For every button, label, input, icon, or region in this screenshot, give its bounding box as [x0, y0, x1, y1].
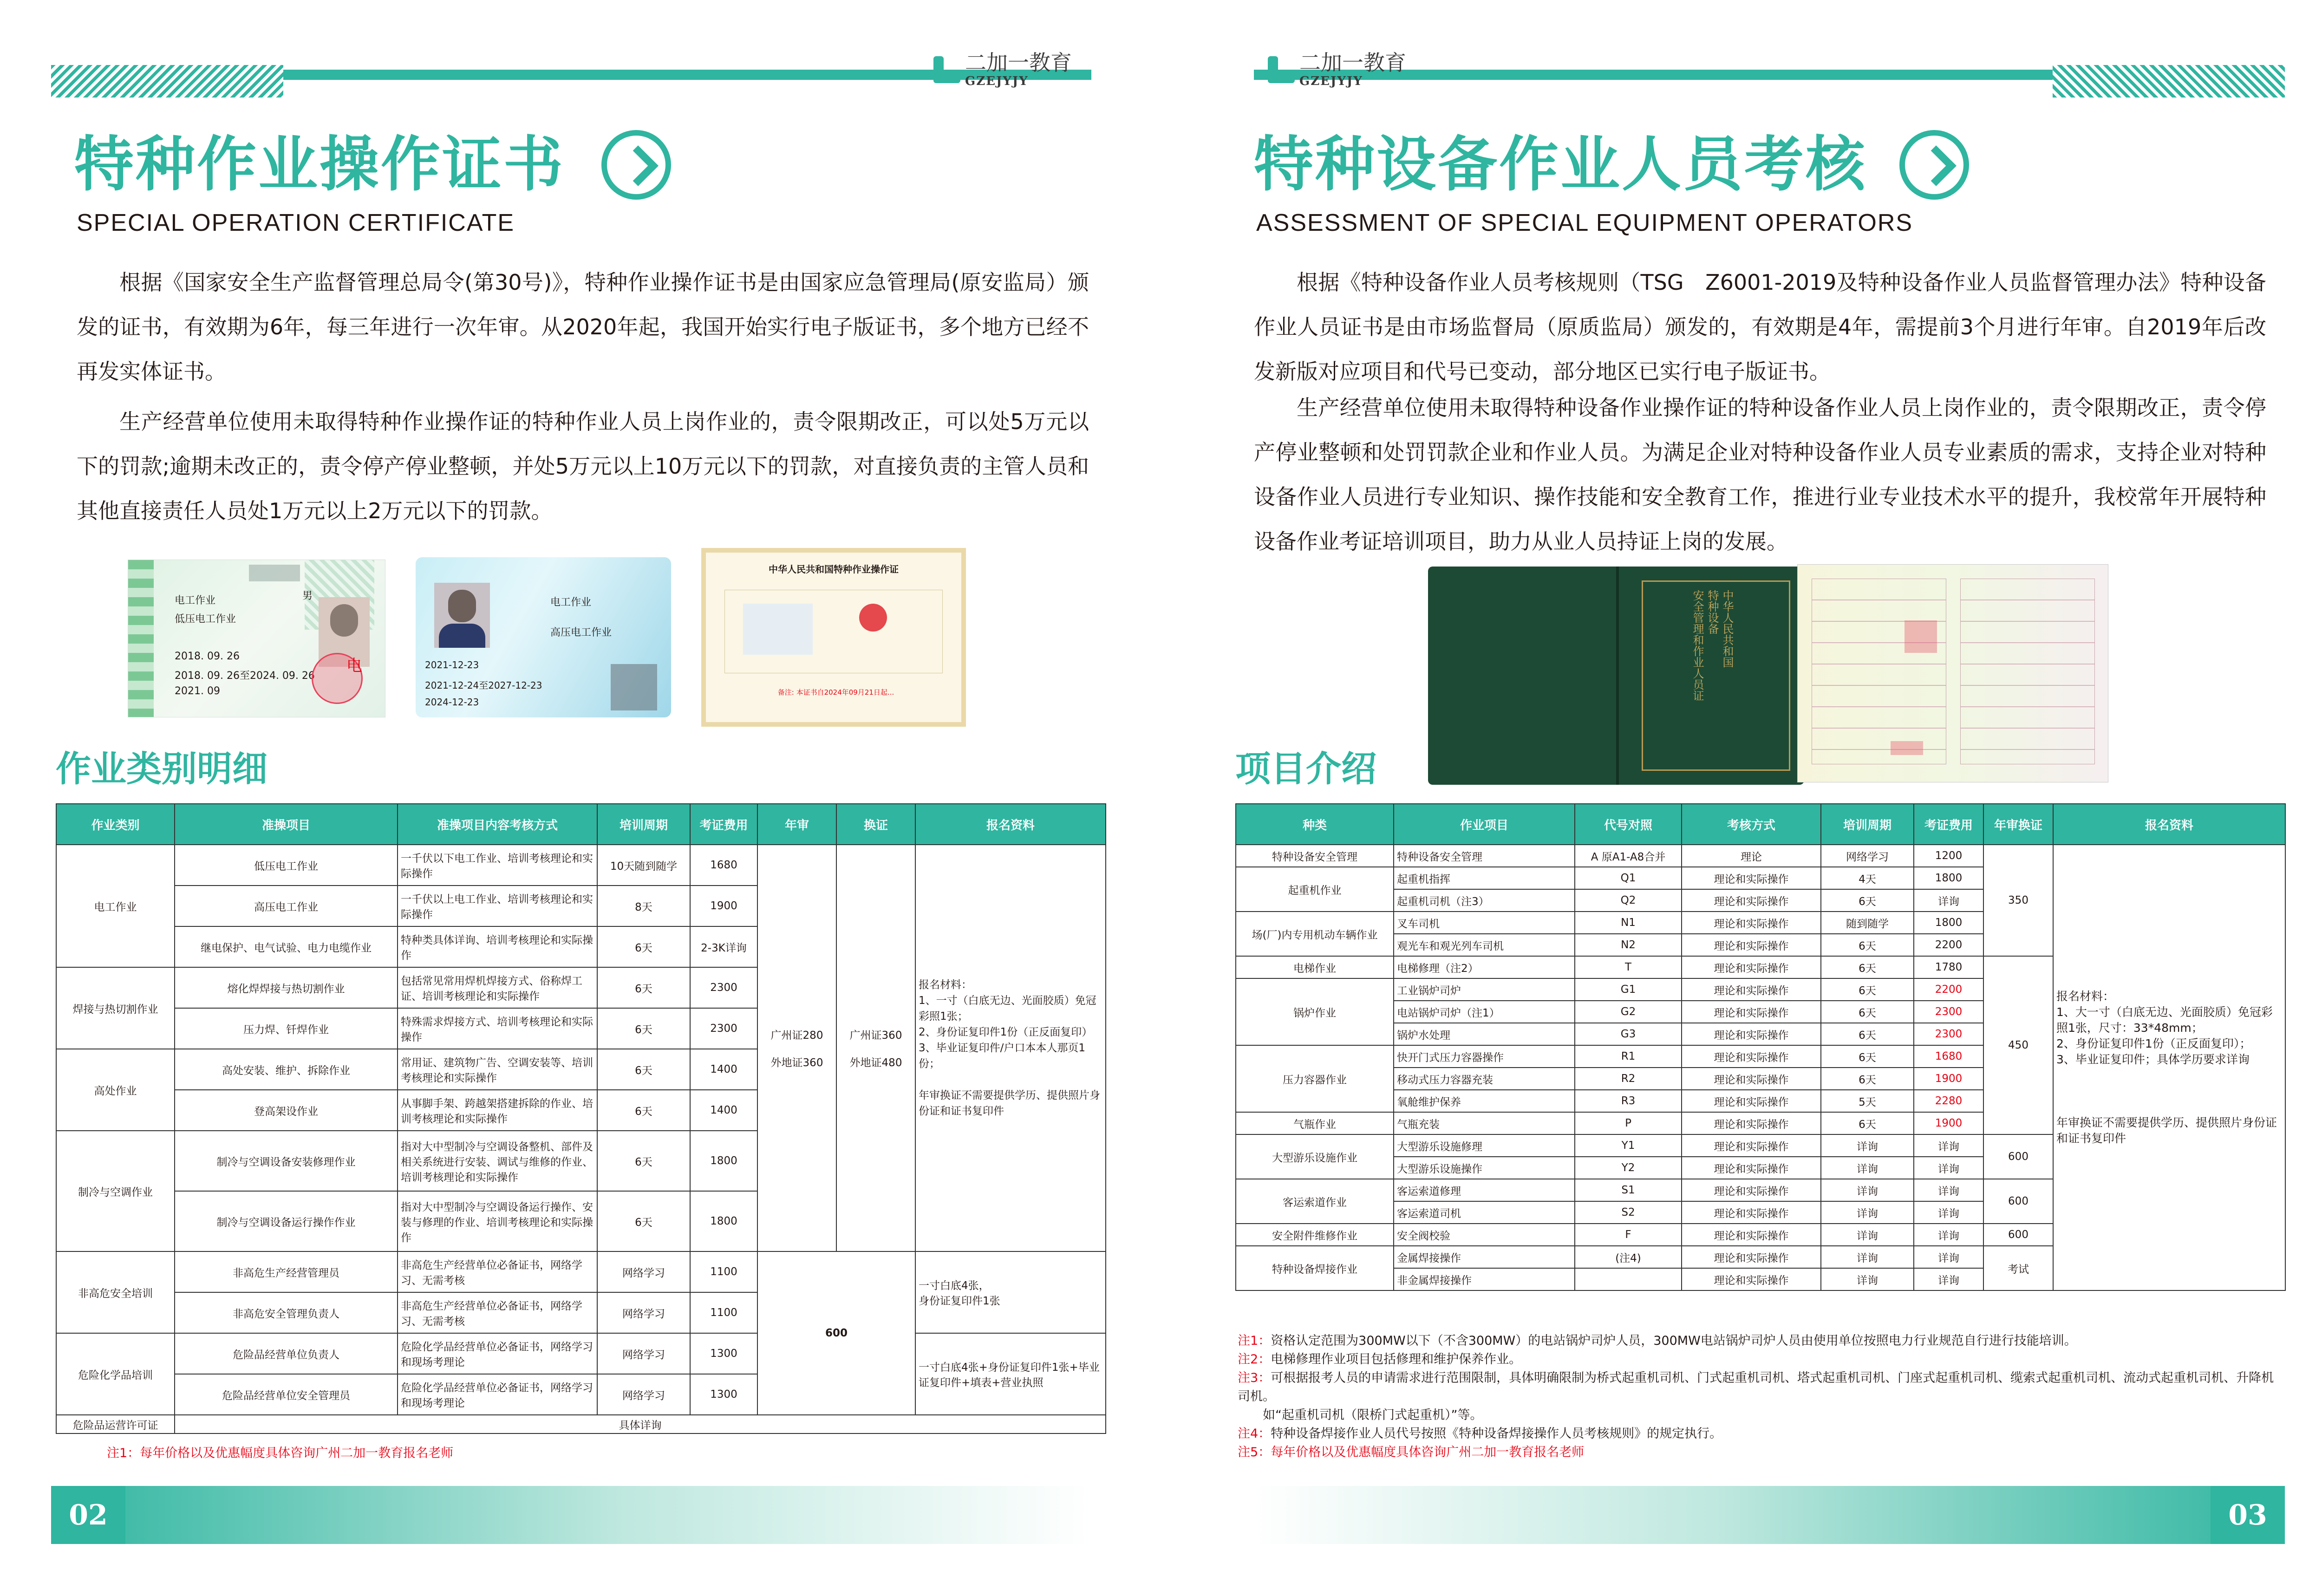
left-table-header [56, 804, 1106, 845]
left-page-number: 02 [51, 1486, 125, 1544]
table-row: 观光车和观光列车司机 N2 理论和实际操作 6天 2200 [1236, 934, 2285, 956]
table-row: 制冷与空调设备运行操作作业 指对大中型制冷与空调设备运行操作、安装与修理的作业、培训考核理论和实际操作 6天 1800 [56, 1191, 1106, 1251]
table-row: 大型游乐设施作业 大型游乐设施修理 Y1 理论和实际操作 详询 详询 600 [1236, 1134, 2285, 1157]
cert2-date1: 2021-12-23 [425, 659, 479, 671]
table-row: 移动式压力容器充装 R2 理论和实际操作 6天 1900 [1236, 1068, 2285, 1090]
cert1-gender: 男 [302, 590, 313, 602]
th-item: 准操项目 [175, 804, 398, 845]
cert1-line2: 低压电工作业 [175, 613, 236, 625]
table-row: 高处作业 高处安装、维护、拆除作业 常用证、建筑物广告、空调安装等、培训考核理论和实际操作 6天 1400 [56, 1049, 1106, 1090]
note-3: 注3：可根据报考人员的申请需求进行范围限制，具体明确限制为桥式起重机司机、门式起重机司机、塔式起重机司机、门座式起重机司机、缆索式起重机司机、流动式起重机司机、升降机司机。 如“起重机司机（限桥门式起重机）”等。 [1238, 1371, 2274, 1422]
record-pages-image [1797, 564, 2108, 782]
right-materials-cell: 报名材料： 1、大一寸（白底无边、光面胶质）免冠彩照1张，尺寸：33*48mm； 2、身份证复印件1份（正反面复印）； 3、毕业证复印件；具体学历要求详询 年审换证不需要提供学历、提供照片身份证和证书复印件 [2053, 845, 2285, 1290]
cert2-line2: 高压电工作业 [550, 627, 612, 638]
cert1-date1: 2018. 09. 26 [175, 651, 240, 662]
note-1: 注1：资格认定范围为300MW以下（不含300MW）的电站锅炉司炉人员，300MW电站锅炉司炉人员由使用单位按照电力行业规范自行进行技能培训。 [1238, 1334, 2077, 1348]
table-row: 非金属焊接操作 理论和实际操作 详询 详询 [1236, 1268, 2285, 1290]
note-4: 注4：特种设备焊接作业人员代号按照《特种设备焊接操作人员考核规则》的规定执行。 [1238, 1427, 1722, 1441]
table-row: 继电保护、电气试验、电力电缆作业 特种类具体详询、培训考核理论和实际操作 6天 2-3K详询 [56, 926, 1106, 967]
table-row: 高压电工作业 一千伏以上电工作业、培训考核理论和实际操作 8天 1900 [56, 886, 1106, 926]
table-row: 氧舱维护保养 R3 理论和实际操作 5天 2280 [1236, 1090, 2285, 1112]
th-desc: 准操项目内容考核方式 [398, 804, 597, 845]
cert3-title: 中华人民共和国特种作业操作证 [769, 564, 899, 575]
right-title-arrow-icon [1899, 130, 1969, 200]
left-section-title: 作业类别明细 [56, 748, 267, 789]
renew-cell: 广州证360 外地证480 [836, 845, 915, 1251]
th-annual: 年审 [757, 804, 836, 845]
rth-cat: 种类 [1236, 804, 1394, 845]
left-logo [933, 51, 1072, 88]
table-row: 大型游乐设施操作 Y2 理论和实际操作 详询 详询 [1236, 1157, 2285, 1179]
table-row: 压力容器作业 快开门式压力容器操作 R1 理论和实际操作 6天 1680 [1236, 1045, 2285, 1068]
right-header-stripes [2053, 65, 2285, 98]
cert2-photo [434, 583, 490, 648]
right-para-1: 根据《特种设备作业人员考核规则（TSG Z6001-2019及特种设备作业人员监督管理办法》特种设备作业人员证书是由市场监督局（原质监局）颁发的，有效期是4年，需提前3个月进行年审。自2019年后改发新版对应项目和代号已变动，部分地区已实行电子版证书。 [1254, 270, 2266, 384]
table-row: 客运索道作业 客运索道修理 S1 理论和实际操作 详询 详询 600 [1236, 1179, 2285, 1201]
table-row: 锅炉作业 工业锅炉司炉 G1 理论和实际操作 6天 2200 [1236, 978, 2285, 1001]
th-period: 培训周期 [597, 804, 690, 845]
logo-cn: 二加一教育 [965, 50, 1072, 75]
shared-fee-cell: 600 [757, 1251, 915, 1415]
rth-item: 作业项目 [1394, 804, 1575, 845]
table-row: 登高架设作业 从事脚手架、跨越架搭建拆除的作业、培训考核理论和实际操作 6天 1400 [56, 1090, 1106, 1131]
cert-image-3 [701, 548, 966, 727]
rth-renew: 年审换证 [1983, 804, 2053, 845]
materials-cell: 报名材料： 1、一寸（白底无边、光面胶质）免冠彩照1张； 2、身份证复印件1份（正反面复印） 3、毕业证复印件/户口本本人那页1份； 年审换证不需要提供学历、提供照片身份证和证书复印件 [915, 845, 1106, 1251]
right-subtitle: ASSESSMENT OF SPECIAL EQUIPMENT OPERATORS [1256, 209, 1913, 236]
cert3-red-note: 备注: 本证书自2024年09月21日起... [777, 688, 894, 697]
right-section-title: 项目介绍 [1235, 748, 1376, 789]
rth-fee: 考证费用 [1914, 804, 1983, 845]
left-para-2: 生产经营单位使用未取得特种作业操作证的特种作业人员上岗作业的，责令限期改正，可以处5万元以下的罚款;逾期未改正的，责令停产停业整顿，并处5万元以上10万元以下的罚款，对直接负责的主管人员和其他直接责任人员处1万元以上2万元以下的罚款。 [77, 409, 1089, 523]
cert1-date2: 2018. 09. 26至2024. 09. 26 [175, 670, 315, 682]
table-row: 起重机司机（注3） Q2 理论和实际操作 6天 详询 [1236, 889, 2285, 912]
right-logo [1268, 51, 1406, 88]
logo-mark-icon [1268, 56, 1295, 83]
cert2-date3: 2024-12-23 [425, 697, 479, 708]
left-title: 特种作业操作证书 [74, 130, 565, 199]
table-row: 场(厂)内专用机动车辆作业 叉车司机 N1 理论和实际操作 随到随学 1800 [1236, 912, 2285, 934]
table-row: 压力焊、钎焊作业 特殊需求焊接方式、培训考核理论和实际操作 6天 2300 [56, 1008, 1106, 1049]
cert1-date3: 2021. 09 [175, 685, 220, 697]
table-row: 电站锅炉司炉（注1） G2 理论和实际操作 6天 2300 [1236, 1001, 2285, 1023]
left-footer-bar [51, 1486, 1091, 1544]
logo-cn: 二加一教育 [1299, 50, 1406, 75]
table-row: 起重机作业 起重机指挥 Q1 理论和实际操作 4天 1800 [1236, 867, 2285, 889]
left-table [56, 803, 1106, 1434]
cert1-line1: 电工作业 [175, 595, 216, 606]
table-row: 锅炉水处理 G3 理论和实际操作 6天 2300 [1236, 1023, 2285, 1045]
table-row: 客运索道司机 S2 理论和实际操作 详询 详询 [1236, 1201, 2285, 1224]
cert2-line1: 电工作业 [550, 597, 592, 608]
left-subtitle: SPECIAL OPERATION CERTIFICATE [77, 209, 515, 236]
logo-en: GZEJYJY [965, 74, 1029, 88]
right-page-number: 03 [2211, 1486, 2285, 1544]
right-para-2: 生产经营单位使用未取得特种设备作业操作证的特种设备作业人员上岗作业的，责令限期改正，责令停产停业整顿和处罚罚款企业和作业人员。为满足企业对特种设备作业人员专业素质的需求，支持企业对特种设备作业人员进行专业知识、操作技能和安全教育工作，推进行业专业技术水平的提升，我校常年开展特种设备作业考证培训项目，助力从业人员持证上岗的发展。 [1254, 395, 2266, 554]
logo-en: GZEJYJY [1299, 74, 1363, 88]
rth-materials: 报名资料 [2053, 804, 2285, 845]
book-cover-text: 中华人民共和国 特种设备 安全管理和作业人员证 [1691, 590, 1734, 701]
left-note: 注1：每年价格以及优惠幅度具体咨询广州二加一教育报名老师 [107, 1446, 454, 1460]
table-row: 电梯作业 电梯修理（注2） T 理论和实际操作 6天 1780 450 [1236, 956, 2285, 978]
logo-mark-icon [933, 56, 960, 83]
table-row: 非高危安全管理负责人 非高危生产经营单位必备证书，网络学习、无需考核 网络学习 1100 [56, 1292, 1106, 1333]
table-row: 危险品经营单位安全管理员 危险化学品经营单位必备证书，网络学习和现场考理论 网络学习 1300 [56, 1374, 1106, 1415]
table-row: 特种设备安全管理 特种设备安全管理 A 原A1-A8合并 理论 网络学习 1200 350 报名材料： 1、大一寸（白底无边、光面胶质）免冠彩照1张，尺寸：33*48mm； 2、身份证复印件1份（正反面复印）； 3、毕业证复印件；具体学历要求详询 年审换证不需要提供学历、提供照片身份证和证书复印件 [1236, 845, 2285, 867]
rth-period: 培训周期 [1821, 804, 1914, 845]
right-notes [1238, 1332, 2278, 1462]
table-row: 安全附件维修作业 安全阀校验 F 理论和实际操作 详询 详询 600 [1236, 1224, 2285, 1246]
th-fee: 考证费用 [690, 804, 757, 845]
table-row: 危险品运营许可证 具体详询 [56, 1415, 1106, 1433]
cert1-stamp-char: 电 [346, 657, 362, 675]
table-row: 气瓶作业 气瓶充装 P 理论和实际操作 6天 1900 [1236, 1112, 2285, 1134]
right-table [1235, 803, 2286, 1291]
rth-method: 考核方式 [1682, 804, 1821, 845]
table-row: 非高危安全培训 非高危生产经营管理员 非高危生产经营单位必备证书，网络学习、无需考核 网络学习 1100 600 一寸白底4张， 身份证复印件1张 [56, 1251, 1106, 1292]
note-5: 注5：每年价格以及优惠幅度具体咨询广州二加一教育报名老师 [1238, 1445, 1585, 1459]
left-para-1: 根据《国家安全生产监督管理总局令(第30号)》，特种作业操作证书是由国家应急管理局(原安监局）颁发的证书，有效期为6年，每三年进行一次年审。从2020年起，我国开始实行电子版证书，多个地方已经不再发实体证书。 [77, 270, 1089, 384]
cert-image-2 [416, 557, 671, 717]
rth-code: 代号对照 [1575, 804, 1682, 845]
certificate-book-image [1428, 567, 1804, 785]
right-table-header [1236, 804, 2285, 845]
cert2-date2: 2021-12-24至2027-12-23 [425, 680, 542, 691]
table-row: 焊接与热切割作业 熔化焊焊接与热切割作业 包括常见常用焊机焊接方式、俗称焊工证、培训考核理论和实际操作 6天 2300 [56, 967, 1106, 1008]
cert-image-1 [128, 560, 385, 717]
table-row: 特种设备焊接作业 金属焊接操作 (注4) 理论和实际操作 详询 详询 考试 [1236, 1246, 2285, 1268]
left-header-stripes [51, 65, 283, 98]
th-cat: 作业类别 [56, 804, 175, 845]
th-materials: 报名资料 [915, 804, 1106, 845]
annual-cell: 广州证280 外地证360 [757, 845, 836, 1251]
table-row: 危险化学品培训 危险品经营单位负责人 危险化学品经营单位必备证书，网络学习和现场考理论 网络学习 1300 一寸白底4张+身份证复印件1张+毕业证复印件+填表+营业执照 [56, 1333, 1106, 1374]
th-renew: 换证 [836, 804, 915, 845]
note-2: 注2：电梯修理作业项目包括修理和维护保养作业。 [1238, 1352, 1522, 1367]
table-row: 制冷与空调作业 制冷与空调设备安装修理作业 指对大中型制冷与空调设备整机、部件及相关系统进行安装、调试与维修的作业、培训考核理论和实际操作 6天 1800 [56, 1131, 1106, 1191]
right-footer-bar [1254, 1486, 2285, 1544]
left-title-arrow-icon [601, 130, 671, 200]
right-title: 特种设备作业人员考核 [1254, 130, 1867, 199]
table-row: 电工作业 低压电工作业 一千伏以下电工作业、培训考核理论和实际操作 10天随到随学 1680 广州证280 外地证360 广州证360 外地证480 报名材料： 1、一寸（白底无边、光面胶质）免冠彩照1张； 2、身份证复印件1份（正反面复印） 3、毕业证复印件/户口本本人那页1份； 年审换证不需要提供学历、提供照片身份证和证书复印件 [56, 845, 1106, 886]
